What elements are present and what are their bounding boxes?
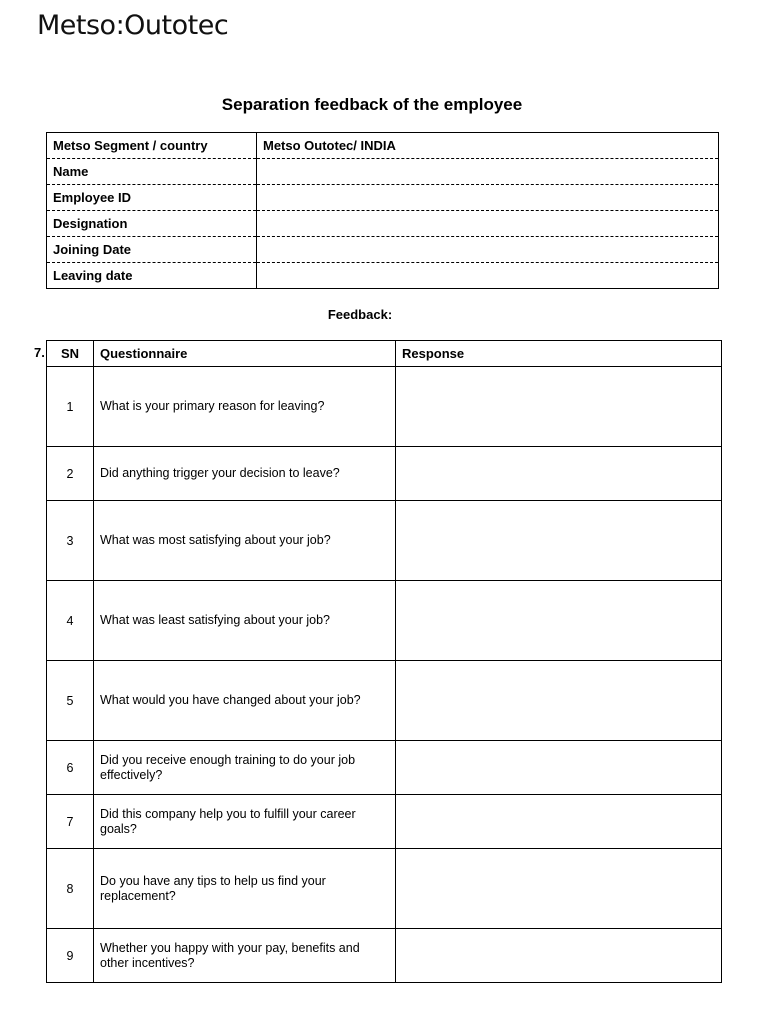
response-header: Response — [396, 341, 722, 367]
question-text: Did this company help you to fulfill your career goals? — [94, 795, 396, 849]
feedback-heading: Feedback: — [327, 307, 393, 322]
row-number: 8 — [47, 849, 94, 929]
section-marker: 7. — [34, 345, 45, 360]
row-number: 5 — [47, 661, 94, 741]
info-value[interactable] — [257, 211, 719, 237]
row-number: 4 — [47, 581, 94, 661]
response-cell[interactable] — [396, 447, 722, 501]
sn-header: SN — [47, 341, 94, 367]
question-text: What was most satisfying about your job? — [94, 501, 396, 581]
employee-info-table — [46, 132, 719, 289]
info-label: Metso Segment / country — [47, 133, 257, 159]
response-cell[interactable] — [396, 581, 722, 661]
info-row — [47, 211, 719, 237]
info-label: Employee ID — [47, 185, 257, 211]
info-row — [47, 185, 719, 211]
table-row — [47, 849, 722, 929]
question-text: What is your primary reason for leaving? — [94, 367, 396, 447]
info-row — [47, 133, 719, 159]
company-logo: Metso:Outotec — [37, 10, 229, 41]
table-row — [47, 581, 722, 661]
response-cell[interactable] — [396, 929, 722, 983]
questionnaire-table — [46, 340, 722, 983]
row-number: 1 — [47, 367, 94, 447]
row-number: 3 — [47, 501, 94, 581]
question-text: Do you have any tips to help us find your replacement? — [94, 849, 396, 929]
info-value[interactable] — [257, 159, 719, 185]
table-header-row — [47, 341, 722, 367]
question-text: Did you receive enough training to do your job effectively? — [94, 741, 396, 795]
info-label: Designation — [47, 211, 257, 237]
table-row — [47, 741, 722, 795]
table-row — [47, 929, 722, 983]
question-text: What was least satisfying about your job? — [94, 581, 396, 661]
question-text: Whether you happy with your pay, benefits and other incentives? — [94, 929, 396, 983]
info-value[interactable] — [257, 237, 719, 263]
info-label: Name — [47, 159, 257, 185]
response-cell[interactable] — [396, 795, 722, 849]
info-value[interactable] — [257, 185, 719, 211]
question-text: What would you have changed about your job? — [94, 661, 396, 741]
response-cell[interactable] — [396, 741, 722, 795]
response-cell[interactable] — [396, 367, 722, 447]
info-value[interactable] — [257, 263, 719, 289]
row-number: 9 — [47, 929, 94, 983]
table-row — [47, 661, 722, 741]
info-label: Joining Date — [47, 237, 257, 263]
page-title: Separation feedback of the employee — [221, 95, 523, 114]
table-row — [47, 367, 722, 447]
info-row — [47, 159, 719, 185]
row-number: 6 — [47, 741, 94, 795]
info-label: Leaving date — [47, 263, 257, 289]
table-row — [47, 795, 722, 849]
table-row — [47, 447, 722, 501]
response-cell[interactable] — [396, 849, 722, 929]
table-row — [47, 501, 722, 581]
row-number: 7 — [47, 795, 94, 849]
response-cell[interactable] — [396, 501, 722, 581]
row-number: 2 — [47, 447, 94, 501]
response-cell[interactable] — [396, 661, 722, 741]
questionnaire-header: Questionnaire — [94, 341, 396, 367]
question-text: Did anything trigger your decision to leave? — [94, 447, 396, 501]
info-row — [47, 263, 719, 289]
info-row — [47, 237, 719, 263]
info-value[interactable]: Metso Outotec/ INDIA — [257, 133, 719, 159]
